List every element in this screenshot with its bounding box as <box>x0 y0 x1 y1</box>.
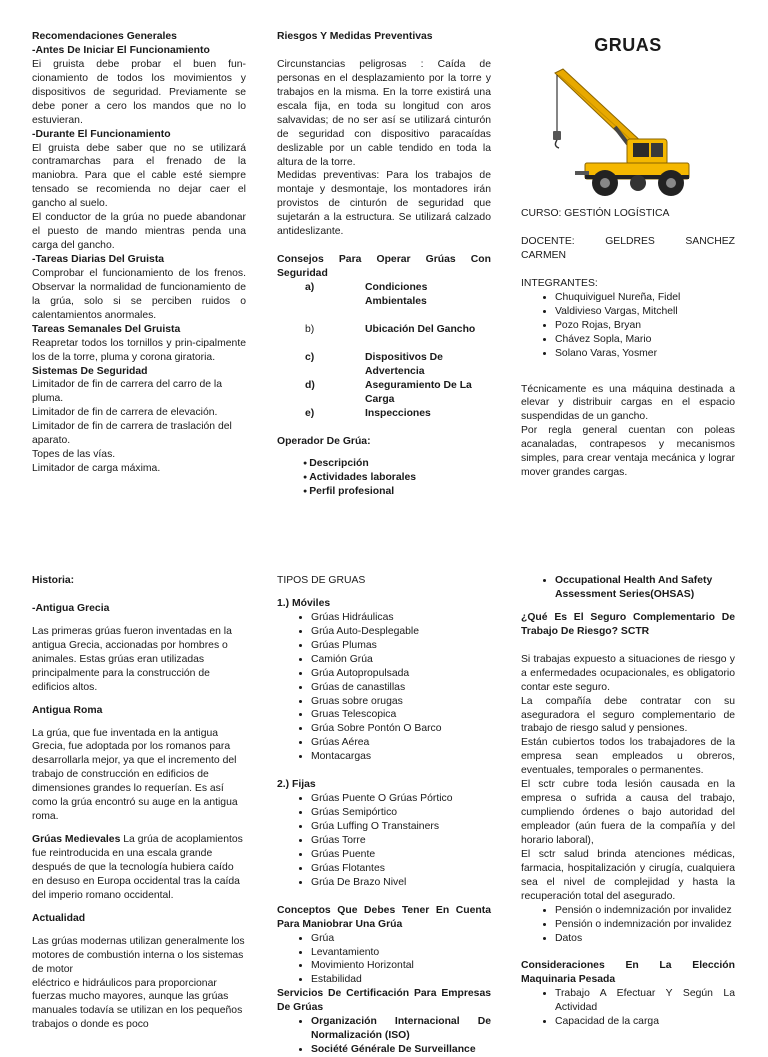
panel-riesgos <box>277 30 491 530</box>
list-item: • Grúa Luffing O Transtainers <box>311 820 491 834</box>
list-item: • Montacargas <box>311 750 491 764</box>
list-item: • Estabilidad <box>311 973 491 987</box>
members-list <box>521 291 735 361</box>
paragraph: La grúa, que fue inventada en la antigua Grecia, fue adoptada por los romanos para desarrollarla mejor, ya que el incremento del trabajo de construcción en edificios de dimensiones grandes lo requerían. Es así como la grúa encontró su auge en la antigua roma. <box>32 727 238 823</box>
list-item: • Grúas Semipórtico <box>311 806 491 820</box>
list-item: • Datos <box>555 932 735 946</box>
list-item: • Organización Internacional De Normalización (ISO) <box>311 1015 491 1043</box>
subheading: Antigua Roma <box>32 704 103 716</box>
list-item: • Chuquiviguel Nureña, Fidel <box>555 291 735 305</box>
paragraph: eléctrico e hidráulicos para proporcionar fuerzas mucho mayores, aunque las grúas manuales todavía se utilizan en los pequeños trabajos o donde es poco <box>32 977 243 1031</box>
subheading: -Tareas Diarias Del Gruista <box>32 254 165 265</box>
list-item: • Gruas Telescopica <box>311 708 491 722</box>
subheading: Conceptos Que Debes Tener En Cuenta Para Maniobrar Una Grúa <box>277 904 491 930</box>
paragraph: La compañía debe contratar con su aseguradora el seguro complementario de trabajo de riesgo salud y pensiones. <box>521 695 735 735</box>
section-heading: Riesgos Y Medidas Preventivas <box>277 31 433 42</box>
list-item: • Levantamiento <box>311 946 491 960</box>
certification-list <box>277 1015 491 1057</box>
subheading: Sistemas De Seguridad <box>32 365 148 377</box>
paragraph: Las primeras grúas fueron inventadas en la antigua Grecia, accionadas por hombres o animales. Estas grúas eran utilizadas principalmente para la construcción de edificios altos. <box>32 625 232 693</box>
benefits-list <box>521 904 735 946</box>
list-item: • Camión Grúa <box>311 653 491 667</box>
list-item: • Pozo Rojas, Bryan <box>555 319 735 333</box>
list-item: • Trabajo A Efectuar Y Según La Actividad <box>555 987 735 1015</box>
page-title: GRUAS <box>594 35 662 55</box>
list-item: • Capacidad de la carga <box>555 1015 735 1029</box>
mobile-cranes-list <box>277 611 491 764</box>
list-item: b) Ubicación Del Gancho <box>305 323 476 335</box>
list-item: • Pensión o indemnización por invalidez <box>555 918 735 932</box>
paragraph: Limitador de carga máxima. <box>32 463 161 475</box>
list-item: • Grúa Sobre Pontón O Barco <box>311 722 491 736</box>
teacher-row: DOCENTE: GELDRES SANCHEZ <box>521 236 735 248</box>
subheading: Servicios De Certificación Para Empresas De Grúas <box>277 988 491 1014</box>
paragraph: Limitador de fin de carrera de elevación. <box>32 407 218 419</box>
panel-historia <box>32 574 246 1031</box>
fixed-cranes-list <box>277 792 491 890</box>
section-heading: Consejos Para Operar Grúas Con Seguridad <box>277 254 491 280</box>
paragraph: Grúas Medievales La grúa de acoplamientos fue reintroducida en una escala grande después de que la tecnología hubiera caído en desuso en Europa occidental tras la caída del imperio romano occidental. <box>32 834 243 901</box>
operator-list <box>277 457 491 499</box>
subheading: Tareas Semanales Del Gruista <box>32 323 181 335</box>
list-item: • Grúas de canastillas <box>311 681 491 695</box>
paragraph: Limitador de fin de carrera del carro de la pluma. <box>32 379 223 405</box>
list-item: a) Condiciones Ambientales <box>305 282 428 307</box>
paragraph: Si trabajas expuesto a situaciones de riesgo y a enfermedades ocupacionales, es obligatorio contar este seguro. <box>521 653 735 693</box>
subheading: 2.) Fijas <box>277 779 316 791</box>
paragraph: Comprobar el funcionamiento de los frenos. Observar la normalidad de funcionamiento de la grúa, solo si se perciben ruidos o calentamientos anormales. <box>32 267 246 321</box>
list-item: • Grúa Autopropulsada <box>311 667 491 681</box>
list-item: • Grúas Hidráulicas <box>311 611 491 625</box>
list-item: • Grúa <box>311 932 491 946</box>
list-item: • Grúa Auto-Desplegable <box>311 625 491 639</box>
list-item: c) Dispositivos De Advertencia <box>305 351 443 377</box>
list-item: • Grúas Flotantes <box>311 862 491 876</box>
members-label: INTEGRANTES: <box>521 277 598 289</box>
paragraph: Reapretar todos los tornillos y prin-cipalmente los de la torre, pluma y corona giratoria. <box>32 337 246 363</box>
list-item: • Chávez Sopla, Mario <box>555 333 735 347</box>
list-item: ● Descripción <box>303 457 491 471</box>
subheading: 1.) Móviles <box>277 597 331 609</box>
list-item: • Grúas Torre <box>311 834 491 848</box>
considerations-list <box>521 987 735 1029</box>
ohsas-list <box>521 574 735 602</box>
paragraph: Limitador de fin de carrera de traslación del aparato. <box>32 421 232 447</box>
paragraph: El sctr cubre toda lesión causada en la empresa o sufrida a causa del trabajo, cumpliendo órdenes o bajo autoridad del empleador (aún fuera de la compañía y del horario laboral), <box>521 779 735 846</box>
subheading: Actualidad <box>32 912 86 924</box>
list-item: • Grúa De Brazo Nivel <box>311 876 491 890</box>
paragraph: Circunstancias peligrosas : Caída de personas en el desplazamiento por la torre y trabajos en la misma. En la torre existirá una escala fija, en toda su longitud con aros salvavidas; de no ser así se utilizará cinturón de seguridad con dispositivo paracaídas deslizable por un cable tendido en toda la altura de la torre. <box>277 58 491 168</box>
paragraph: Por regla general cuentan con poleas acanaladas, contrapesos y mecanismos simples, para crear ventaja mecánica y lograr mover grandes cargas. <box>521 425 735 479</box>
panel-cover <box>521 30 735 530</box>
paragraph: El gruista debe saber que no se utilizará contramarchas para el frenado de la maniobra. Para que el cable esté siempre tensado se recomienda no dejar caer el gancho al suelo. <box>32 142 246 210</box>
list-item: • Grúas Puente <box>311 848 491 862</box>
paragraph: Topes de las vías. <box>32 449 116 461</box>
subheading: -Antes De Iniciar El Funcionamiento <box>32 44 210 56</box>
list-item: d) Aseguramiento De La Carga <box>305 379 472 405</box>
subheading: Consideraciones En La Elección Maquinaria Pesada <box>521 960 735 986</box>
list-item: • Société Générale De Surveillance <box>311 1043 491 1057</box>
paragraph: Ei gruista debe probar el buen fun-cionamiento de todos los movimientos y dispositivos de seguridad. Previamente se debe poner a cero los mandos que no lo estuvieran. <box>32 58 246 126</box>
teacher-name: CARMEN <box>521 249 567 261</box>
paragraph: Medidas preventivas: Para los trabajos de montaje y desmontaje, los montadores irán provistos de cinturón de seguridad que sujetarán a la estructura. Se utilizará calzado antideslizante. <box>277 170 491 238</box>
paragraph: Las grúas modernas utilizan generalmente los motores de combustión interna o los sistemas de motor <box>32 935 245 975</box>
section-heading: Historia: <box>32 575 75 586</box>
list-item: • Movimiento Horizontal <box>311 959 491 973</box>
course-label: CURSO: GESTIÓN LOGÍSTICA <box>521 208 670 220</box>
list-item: • Solano Varas, Yosmer <box>555 347 735 361</box>
subheading: ¿Qué Es El Seguro Complementario De Trabajo De Riesgo? SCTR <box>521 611 735 637</box>
paragraph: Técnicamente es una máquina destinada a elevar y distribuir cargas en el espacio suspendidas de un gancho. <box>521 383 735 423</box>
section-heading: Operador De Grúa: <box>277 435 371 447</box>
list-item: e) Inspecciones <box>305 407 431 419</box>
list-item: • Grúas Plumas <box>311 639 491 653</box>
panel-tipos <box>277 574 491 1056</box>
concepts-list <box>277 932 491 988</box>
paragraph: El conductor de la grúa no puede abandonar el puesto de mando mientras penda una carga del gancho. <box>32 212 246 252</box>
list-item: • Grúas Aérea <box>311 736 491 750</box>
list-item: ● Perfil profesional <box>303 485 491 499</box>
subheading: -Antigua Grecia <box>32 602 110 614</box>
list-item: • Occupational Health And Safety Assessment Series(OHSAS) <box>555 574 735 602</box>
list-item: • Grúas Puente O Grúas Pórtico <box>311 792 491 806</box>
list-item: • Valdivieso Vargas, Mitchell <box>555 305 735 319</box>
panel-recomendaciones <box>32 30 246 530</box>
list-item: ● Actividades laborales <box>303 471 491 485</box>
paragraph: Están cubiertos todos los trabajadores de la empresa sean empleados u obreros, eventuales, temporales o permanentes. <box>521 737 735 777</box>
subheading: -Durante El Funcionamiento <box>32 128 171 140</box>
panel-sctr <box>521 574 735 1028</box>
paragraph: El sctr salud brinda atenciones médicas, farmacia, hospitalización y cirugía, cualquiera sea el nivel de complejidad y hasta la recuperación total del asegurado. <box>521 848 735 902</box>
list-item: • Gruas sobre orugas <box>311 695 491 709</box>
section-heading: TIPOS DE GRUAS <box>277 575 366 586</box>
section-heading: Recomendaciones Generales <box>32 31 177 42</box>
crane-illustration <box>545 65 695 199</box>
list-item: • Pensión o indemnización por invalidez <box>555 904 735 918</box>
